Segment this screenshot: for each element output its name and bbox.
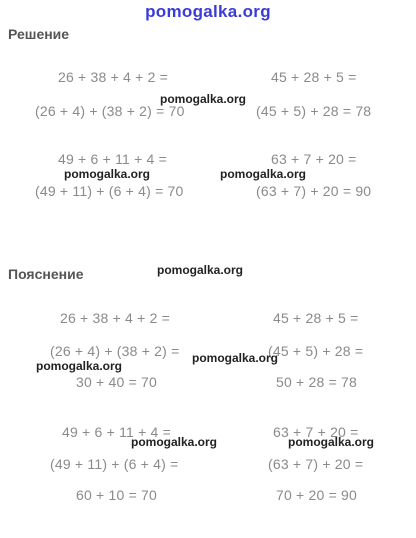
watermark: pomogalka.org [157, 263, 244, 277]
solution-expression: 45 + 28 + 5 = [271, 69, 357, 85]
explanation-result: 60 + 10 = 70 [76, 487, 158, 503]
solution-answer: (63 + 7) + 20 = 90 [256, 183, 372, 199]
watermark: pomogalka.org [220, 167, 307, 181]
solution-expression: 49 + 6 + 11 + 4 = [58, 151, 168, 167]
explanation-heading: Пояснение [8, 266, 84, 282]
watermark: pomogalka.org [160, 92, 247, 106]
site-logo: pomogalka.org [145, 2, 271, 21]
solution-expression: 63 + 7 + 20 = [271, 151, 357, 167]
explanation-result: 70 + 20 = 90 [276, 487, 358, 503]
explanation-result: 50 + 28 = 78 [276, 374, 358, 390]
watermark: pomogalka.org [192, 351, 279, 365]
solution-answer: (49 + 11) + (6 + 4) = 70 [35, 183, 184, 199]
watermark: pomogalka.org [131, 435, 218, 449]
watermark: pomogalka.org [64, 167, 151, 181]
watermark: pomogalka.org [36, 359, 123, 373]
explanation-grouping: (45 + 5) + 28 = [268, 343, 364, 359]
explanation-expression: 63 + 7 + 20 = [273, 424, 359, 440]
explanation-grouping: (63 + 7) + 20 = [268, 456, 364, 472]
explanation-expression: 26 + 38 + 4 + 2 = [60, 310, 171, 326]
explanation-grouping: (49 + 11) + (6 + 4) = [50, 456, 179, 472]
explanation-grouping: (26 + 4) + (38 + 2) = [50, 343, 180, 359]
solution-answer: (26 + 4) + (38 + 2) = 70 [35, 103, 185, 119]
solution-heading: Решение [8, 26, 70, 42]
explanation-result: 30 + 40 = 70 [76, 374, 158, 390]
solution-expression: 26 + 38 + 4 + 2 = [58, 69, 169, 85]
explanation-expression: 45 + 28 + 5 = [273, 310, 359, 326]
solution-answer: (45 + 5) + 28 = 78 [256, 103, 372, 119]
explanation-expression: 49 + 6 + 11 + 4 = [62, 424, 172, 440]
watermark: pomogalka.org [288, 435, 375, 449]
